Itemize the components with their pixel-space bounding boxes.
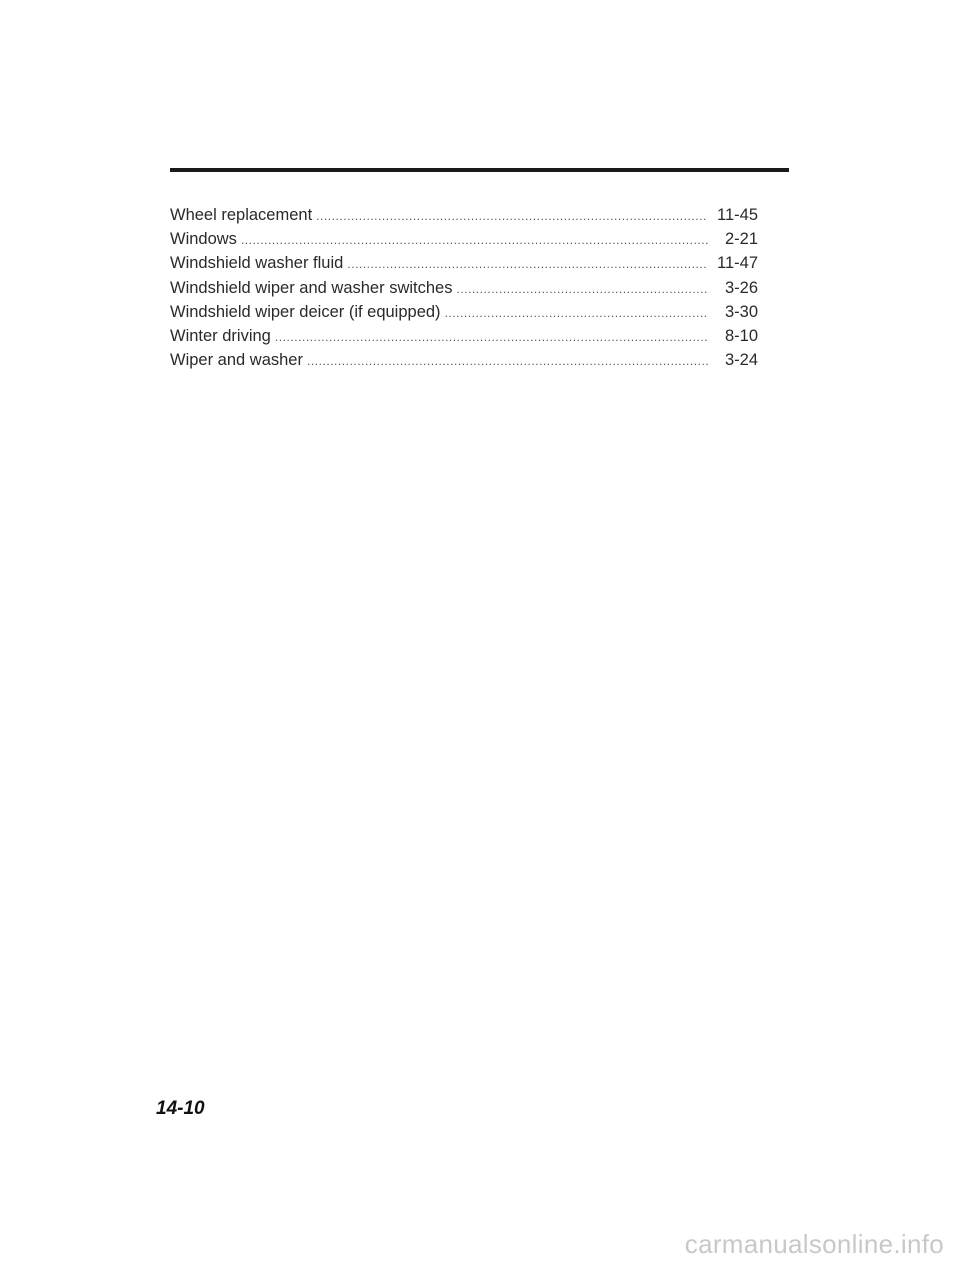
index-entry xyxy=(170,324,758,348)
index-entry-label: Wheel replacement xyxy=(170,206,313,224)
index-entry-page: 2-21 xyxy=(724,230,758,249)
index-entry xyxy=(170,203,758,227)
index-entry-page: 8-10 xyxy=(724,326,758,345)
dot-leader xyxy=(445,301,708,325)
index-entry-page: 3-30 xyxy=(724,302,758,321)
page-number: 14-10 xyxy=(156,1098,205,1119)
dot-leader xyxy=(316,204,708,228)
dot-leader xyxy=(307,349,708,373)
site-watermark: carmanualsonline.info xyxy=(684,1229,944,1259)
index-entry-label: Windshield wiper and washer switches xyxy=(170,278,453,297)
index-entry-label: Windows xyxy=(170,230,237,249)
index-entry-page: 11-47 xyxy=(717,254,758,273)
index-entry-label: Wiper and washer xyxy=(170,351,303,370)
header-rule xyxy=(170,168,789,172)
dot-leader xyxy=(241,228,708,252)
index-entry xyxy=(170,251,758,275)
index-entry-label: Windshield wiper deicer (if equipped) xyxy=(170,302,441,321)
index-entry-label: Winter driving xyxy=(170,326,271,345)
index-entry-page: 3-24 xyxy=(724,351,758,370)
index-entry-page: 11-45 xyxy=(717,206,758,224)
dot-leader xyxy=(456,277,708,301)
dot-leader xyxy=(275,325,708,349)
dot-leader xyxy=(347,252,708,276)
index-entry-label: Windshield washer fluid xyxy=(170,254,344,273)
index-entry xyxy=(170,348,758,372)
index-entry xyxy=(170,227,758,251)
index-entry xyxy=(170,300,758,324)
index-entry xyxy=(170,276,758,300)
index-entry-page: 3-26 xyxy=(724,278,758,297)
index-list xyxy=(170,203,758,372)
